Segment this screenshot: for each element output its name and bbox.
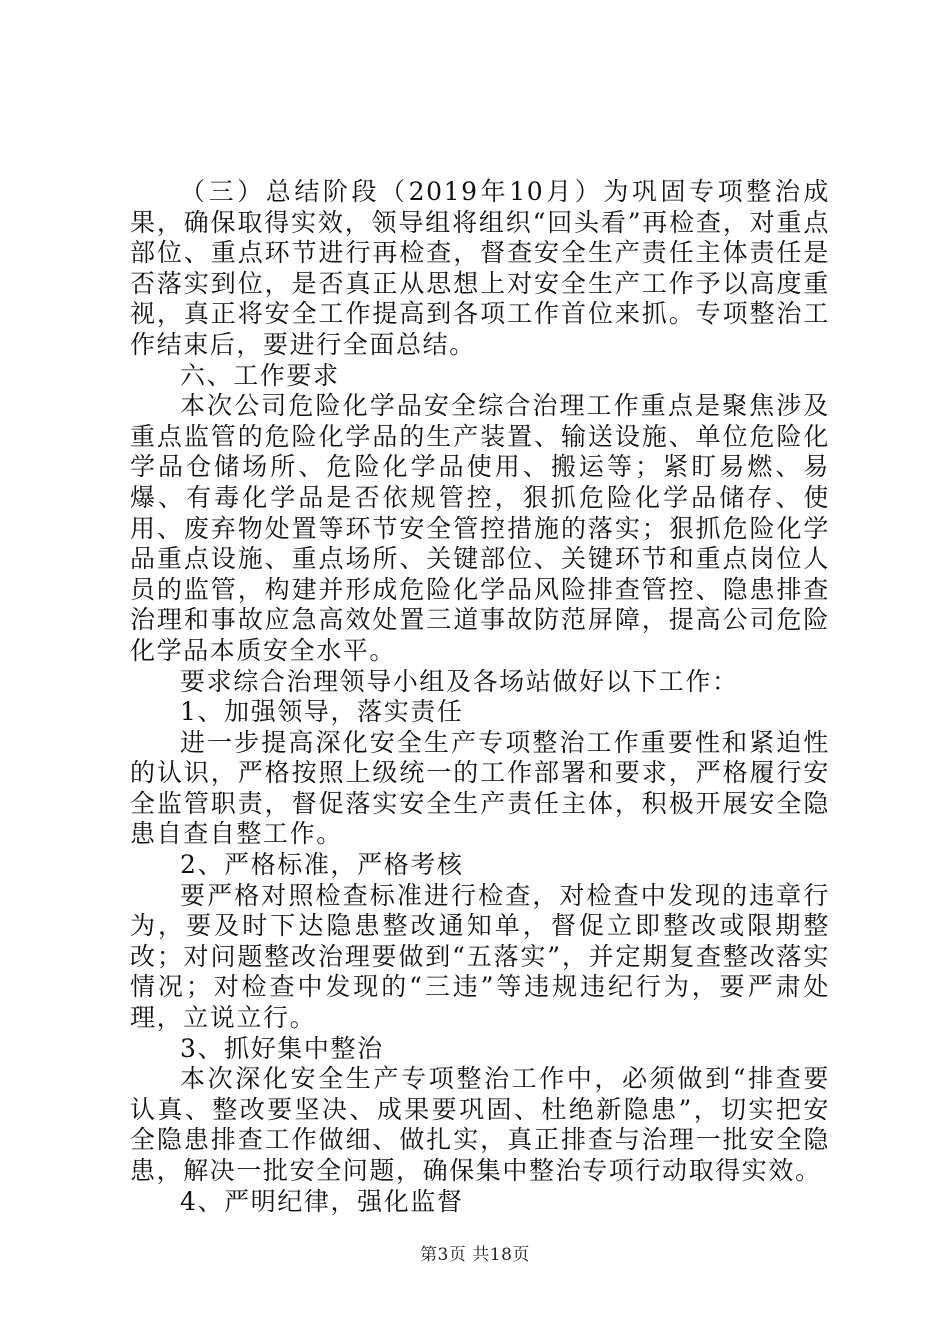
paragraph-strengthen-leadership: 进一步提高深化安全生产专项整治工作重要性和紧迫性的认识，严格按照上级统一的工作部署和要求，严格履行安全监管职责，督促落实安全生产责任主体，积极开展安全隐患自查自整工作。: [130, 727, 830, 849]
heading-strict-discipline: 4、严明纪律，强化监督: [180, 1186, 464, 1216]
heading-strict-standards: 2、严格标准，严格考核: [180, 850, 464, 880]
paragraph-governance-focus: 本次公司危险化学品安全综合治理工作重点是聚焦涉及重点监管的危险化学品的生产装置、输送设施、单位危险化学品仓储场所、危险化学品使用、搬运等；紧盯易燃、易爆、有毒化学品是否依规管控，狠抓危险化学品储存、使用、废弃物处置等环节安全管控措施的落实；狠抓危险化学品重点设施、重点场所、关键部位、关键环节和重点岗位人员的监管，构建并形成危险化学品风险排查管控、隐患排查治理和事故应急高效处置三道事故防范屏障，提高公司危险化学品本质安全水平。: [130, 391, 830, 665]
heading-focused-rectification: 3、抓好集中整治: [180, 1033, 384, 1063]
heading-work-requirements: 六、工作要求: [180, 360, 340, 390]
paragraph-strict-standards: 要严格对照检查标准进行检查，对检查中发现的违章行为，要及时下达隐患整改通知单，督促立即整改或限期整改；对问题整改治理要做到“五落实”，并定期复查整改落实情况；对检查中发现的“三违”等违规违纪行为，要严肃处理，立说立行。: [130, 880, 830, 1033]
page-number-footer: 第3页 共18页: [420, 1245, 530, 1265]
document-body: [130, 177, 830, 1217]
heading-strengthen-leadership: 1、加强领导，落实责任: [180, 697, 464, 727]
paragraph-focused-rectification: 本次深化安全生产专项整治工作中，必须做到“排查要认真、整改要坚决、成果要巩固、杜绝新隐患”，切实把安全隐患排查工作做细、做扎实，真正排查与治理一批安全隐患，解决一批安全问题，确保集中整治专项行动取得实效。: [130, 1064, 830, 1185]
paragraph-requirements-intro: 要求综合治理领导小组及各场站做好以下工作：: [180, 666, 739, 696]
paragraph-summary-stage: （三）总结阶段（2019年10月）为巩固专项整治成果，确保取得实效，领导组将组织“回头看”再检查，对重点部位、重点环节进行再检查，督查安全生产责任主体责任是否落实到位，是否真正从思想上对安全生产工作予以高度重视，真正将安全工作提高到各项工作首位来抓。专项整治工作结束后，要进行全面总结。: [130, 177, 830, 359]
